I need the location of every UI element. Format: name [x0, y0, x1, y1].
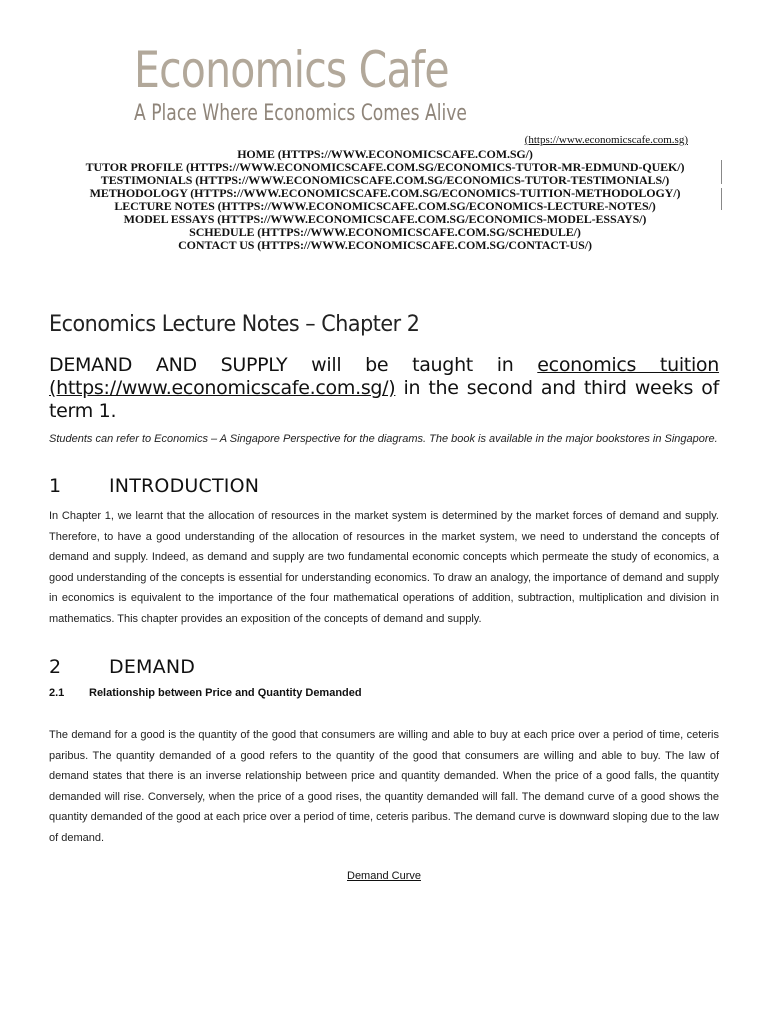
section-heading-demand: [49, 655, 719, 679]
nav-item-methodology[interactable]: METHODOLOGY (HTTPS://WWW.ECONOMICSCAFE.COM.SG/ECONOMICS-TUITION-METHODOLOGY/): [89, 186, 681, 200]
section-heading-introduction: [49, 474, 719, 498]
subsection-title: Relationship between Price and Quantity Demanded: [89, 687, 362, 699]
nav-item-lecture-notes[interactable]: LECTURE NOTES (HTTPS://WWW.ECONOMICSCAFE.COM.SG/ECONOMICS-LECTURE-NOTES/): [114, 199, 656, 213]
introduction-paragraph: In Chapter 1, we learnt that the allocation of resources in the market system is determined by the market forces of demand and supply. Therefore, to have a good understanding of the allocation of resources in the market system, we need to understand the concepts of demand and supply. Indeed, as demand and supply are two fundamental economic concepts which permeate the study of economics, a good understanding of the concepts is essential for understanding economics. To draw an analogy, the importance of demand and supply in economics is equivalent to the importance of the four mathematical operations of addition, subtraction, multiplication and division in mathematics. This chapter provides an exposition of the concepts of demand and supply.: [49, 510, 719, 625]
article: [49, 310, 719, 882]
section-title: DEMAND: [109, 656, 196, 678]
logo-title: Economics Cafe: [134, 41, 449, 99]
section-number: 1: [49, 475, 62, 497]
section-title: INTRODUCTION: [109, 475, 260, 497]
nav-item-tutor-profile[interactable]: TUTOR PROFILE (HTTPS://WWW.ECONOMICSCAFE.COM.SG/ECONOMICS-TUTOR-MR-EDMUND-QUEK/): [85, 160, 685, 174]
lead-text-before: DEMAND AND SUPPLY will be taught in: [49, 354, 538, 376]
nav-item-contact-us[interactable]: CONTACT US (HTTPS://WWW.ECONOMICSCAFE.COM.SG/CONTACT-US/): [178, 238, 592, 252]
nav-item-model-essays[interactable]: MODEL ESSAYS (HTTPS://WWW.ECONOMICSCAFE.COM.SG/ECONOMICS-MODEL-ESSAYS/): [123, 212, 647, 226]
main-navigation: [50, 148, 720, 252]
nav-divider: [721, 188, 722, 210]
lead-paragraph: [49, 354, 719, 423]
demand-paragraph: The demand for a good is the quantity of the good that consumers are willing and able to buy at each price over a period of time, ceteris paribus. The quantity demanded of a good refers to the quantity of the good that consumers are willing and able to buy. The law of demand states that there is an inverse relationship between price and quantity demanded. When the price of a good falls, the quantity demanded will rise. Conversely, when the price of a good rises, the quantity demanded will fall. The demand curve of a good shows the quantity demanded of the good at each price over a period of time, ceteris paribus. The demand curve is downward sloping due to the law of demand.: [49, 729, 719, 844]
home-url-link[interactable]: (https://www.economicscafe.com.sg): [524, 134, 688, 146]
page-title: Economics Lecture Notes – Chapter 2: [49, 312, 420, 337]
logo-tagline: A Place Where Economics Comes Alive: [134, 101, 467, 126]
nav-item-home[interactable]: HOME (HTTPS://WWW.ECONOMICSCAFE.COM.SG/): [237, 147, 533, 161]
section-number: 2: [49, 656, 62, 678]
reference-note: Students can refer to Economics – A Singapore Perspective for the diagrams. The book is available in the major bookstores in Singapore.: [49, 433, 718, 445]
subsection-number: 2.1: [49, 687, 65, 699]
nav-divider: [721, 160, 722, 184]
nav-item-schedule[interactable]: SCHEDULE (HTTPS://WWW.ECONOMICSCAFE.COM.SG/SCHEDULE/): [189, 225, 581, 239]
site-logo[interactable]: [134, 41, 467, 126]
lead-text-after: in the second and third weeks of term 1.: [49, 377, 719, 422]
economics-tuition-link[interactable]: economics tuition (https://www.economicscafe.com.sg/): [49, 354, 720, 399]
subsection-heading: [49, 687, 719, 699]
nav-item-testimonials[interactable]: TESTIMONIALS (HTTPS://WWW.ECONOMICSCAFE.COM.SG/ECONOMICS-TUTOR-TESTIMONIALS/): [100, 173, 670, 187]
figure-caption: Demand Curve: [347, 870, 421, 882]
